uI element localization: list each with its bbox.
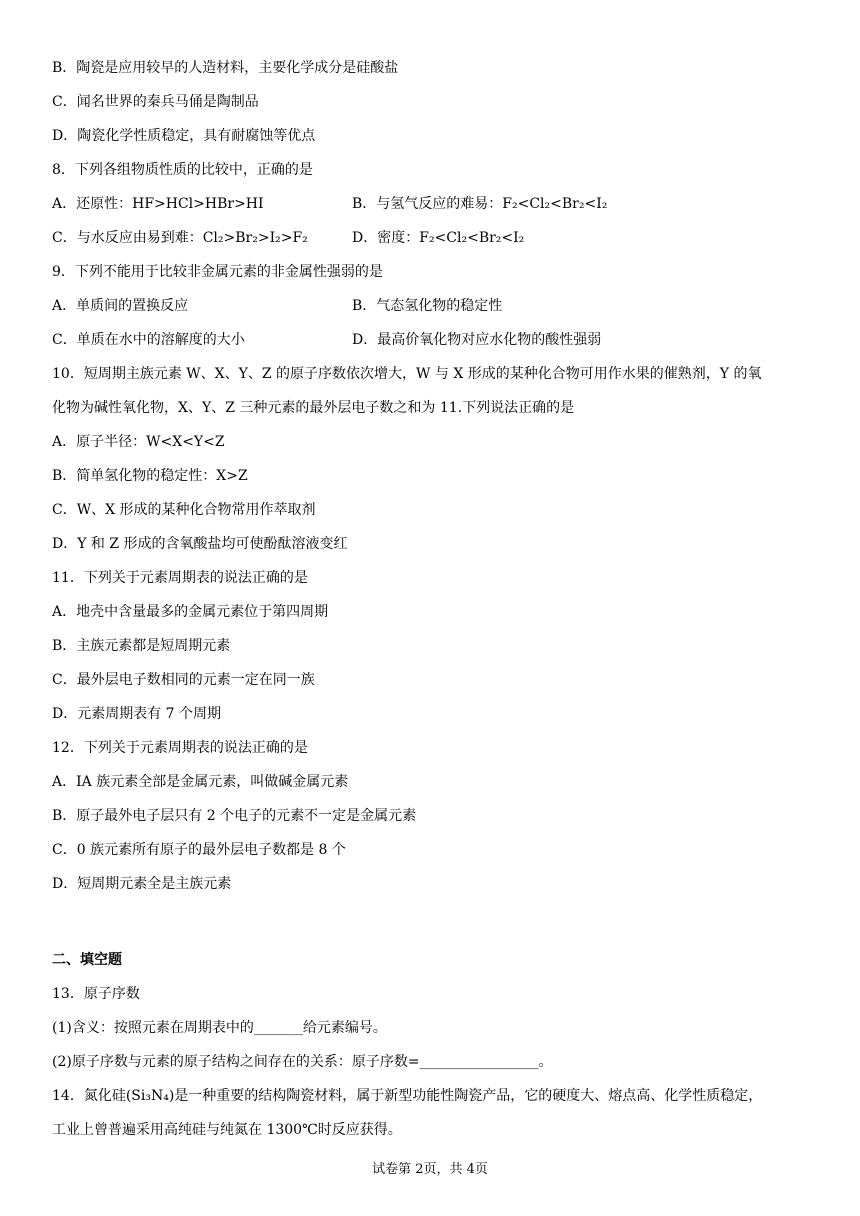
fill-blank-line: (1)含义：按照元素在周期表中的_______给元素编号。	[52, 1020, 387, 1036]
option-line: A．还原性：HF>HCl>HBr>HI	[52, 196, 264, 212]
option-line: A．原子半径：W<X<Y<Z	[52, 434, 225, 450]
option-line: D．Y 和 Z 形成的含氧酸盐均可使酚酞溶液变红	[52, 536, 348, 552]
question-stem: 14．氮化硅(Si₃N₄)是一种重要的结构陶瓷材料，属于新型功能性陶瓷产品，它的硬度大、熔点高、化学性质稳定，	[52, 1088, 763, 1104]
option-line: D．元素周期表有 7 个周期	[52, 706, 222, 722]
option-line: B．简单氢化物的稳定性：X>Z	[52, 468, 248, 484]
option-line: D．最高价氧化物对应水化物的酸性强弱	[352, 332, 602, 348]
option-line: B．原子最外电子层只有 2 个电子的元素不一定是金属元素	[52, 808, 417, 824]
option-line: C．W、X 形成的某种化合物常用作萃取剂	[52, 502, 316, 518]
question-stem: 11．下列关于元素周期表的说法正确的是	[52, 570, 308, 586]
option-line: C．与水反应由易到难：Cl₂>Br₂>I₂>F₂	[52, 230, 308, 246]
section-title: 二、填空题	[52, 952, 122, 968]
question-stem: 8．下列各组物质性质的比较中，正确的是	[52, 162, 313, 178]
option-line: C．最外层电子数相同的元素一定在同一族	[52, 672, 315, 688]
option-line: B．主族元素都是短周期元素	[52, 638, 231, 654]
option-line: C．0 族元素所有原子的最外层电子数都是 8 个	[52, 842, 346, 858]
option-line: B．气态氢化物的稳定性	[352, 298, 503, 314]
option-line: A．单质间的置换反应	[52, 298, 189, 314]
fill-blank-line: (2)原子序数与元素的原子结构之间存在的关系：原子序数=_________________。	[52, 1054, 553, 1070]
option-line: C．单质在水中的溶解度的大小	[52, 332, 245, 348]
option-line: A．IA 族元素全部是金属元素，叫做碱金属元素	[52, 774, 349, 790]
question-stem-cont: 工业上曾普遍采用高纯硅与纯氮在 1300℃时反应获得。	[52, 1122, 402, 1138]
option-line: D．陶瓷化学性质稳定，具有耐腐蚀等优点	[52, 128, 316, 144]
option-line: B．与氢气反应的难易：F₂<Cl₂<Br₂<I₂	[352, 196, 608, 212]
question-stem: 10．短周期主族元素 W、X、Y、Z 的原子序数依次增大，W 与 X 形成的某种化合物可用作水果的催熟剂，Y 的氧	[52, 366, 762, 382]
question-stem: 12．下列关于元素周期表的说法正确的是	[52, 740, 308, 756]
page-footer: 试卷第 2页，共 4页	[372, 1162, 488, 1177]
option-line: D．密度：F₂<Cl₂<Br₂<I₂	[352, 230, 525, 246]
question-stem: 13．原子序数	[52, 986, 140, 1002]
option-line: C．闻名世界的秦兵马俑是陶制品	[52, 94, 259, 110]
question-stem-cont: 化物为碱性氧化物，X、Y、Z 三种元素的最外层电子数之和为 11.下列说法正确的是	[52, 400, 575, 416]
option-line: A．地壳中含量最多的金属元素位于第四周期	[52, 604, 329, 620]
question-stem: 9．下列不能用于比较非金属元素的非金属性强弱的是	[52, 264, 383, 280]
option-line: D．短周期元素全是主族元素	[52, 876, 232, 892]
option-line: B．陶瓷是应用较早的人造材料，主要化学成分是硅酸盐	[52, 60, 399, 76]
